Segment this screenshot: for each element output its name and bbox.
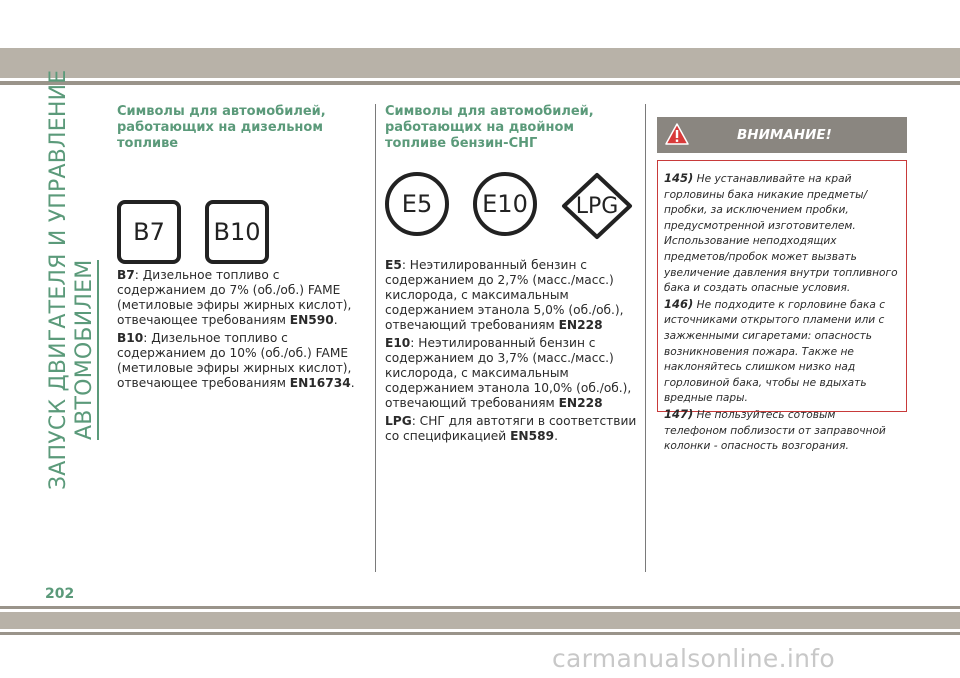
diesel-heading: Символы для автомобилей, работающих на дизельном топливе	[117, 104, 326, 151]
b10-symbol-icon: B10	[205, 200, 269, 264]
standard-code: EN228	[558, 318, 603, 332]
standard-code: EN228	[558, 396, 603, 410]
lpg-symbol-icon	[561, 172, 633, 240]
fuel-code: E5	[385, 258, 402, 272]
note-number: 147)	[664, 406, 694, 421]
lpg-description	[385, 414, 637, 444]
b10-description	[117, 331, 367, 391]
bottom-band-line	[0, 606, 960, 609]
bifuel-heading: Символы для автомобилей, работающих на двойном топливе бензин-СНГ	[385, 104, 594, 151]
standard-code: EN16734	[289, 376, 351, 390]
warning-title: ВНИМАНИЕ!	[737, 127, 832, 143]
side-title-line1: ЗАПУСК ДВИГАТЕЛЯ И УПРАВЛЕНИЕ	[46, 69, 71, 490]
top-band	[0, 48, 960, 78]
note-text: Не подходите к горловине бака с источниками открытого пламени или с зажженными сигаретами: опасность возникновения пожара. Также не наклоняйтесь слишком низко над горловиной бака, чтобы не вдыхать вредные пары.	[664, 298, 886, 405]
fuel-text: : СНГ для автотяги в соответствии со спецификацией	[385, 414, 637, 443]
note-number: 146)	[664, 296, 694, 311]
fuel-code: B7	[117, 268, 135, 282]
bifuel-badges	[385, 152, 637, 248]
warning-triangle-icon	[665, 123, 689, 145]
fuel-code: E10	[385, 336, 411, 350]
fuel-end: .	[333, 313, 338, 327]
fuel-end: .	[554, 429, 558, 443]
b7-description	[117, 268, 367, 328]
fuel-code: B10	[117, 331, 144, 345]
top-band-line	[0, 81, 960, 85]
fuel-code: LPG	[385, 414, 412, 428]
bottom-band	[0, 612, 960, 629]
fuel-text: : Дизельное топливо с содержанием до 10% (об./об.) FAME (метиловые эфиры жирных кислот), отвечающее требованиям	[117, 331, 352, 390]
note-number: 145)	[664, 171, 694, 185]
bottom-band-line-2	[0, 632, 960, 635]
warning-note	[664, 407, 900, 455]
column-divider	[645, 104, 646, 572]
page-number: 202	[45, 586, 75, 602]
fuel-text: : Неэтилированный бензин с содержанием до 2,7% (масс./масс.) кислорода, с максимальным содержанием этанола 5,0% (об./об.), отвечающий требованиям	[385, 258, 624, 332]
fuel-end: .	[350, 376, 355, 390]
warning-note	[664, 297, 900, 407]
section-side-title	[46, 69, 106, 490]
b7-symbol-icon: B7	[117, 200, 181, 264]
watermark: carmanualsonline.info	[552, 644, 835, 673]
diesel-badges	[117, 152, 367, 244]
bifuel-column	[385, 104, 637, 447]
note-text: Не устанавливайте на край горловины бака никакие предметы/пробки, за исключением пробки, предусмотренной изготовителем. Использование неподходящих предметов/пробок может вызвать увеличение давления внутри топливного бака и создать опасные условия.	[664, 173, 898, 295]
side-title-line2: АВТОМОБИЛЕМ	[72, 259, 97, 440]
warning-note	[664, 171, 900, 297]
standard-code: EN590	[289, 313, 334, 327]
column-divider	[375, 104, 376, 572]
warning-header	[657, 117, 907, 153]
e10-description	[385, 336, 637, 411]
e5-symbol-icon: E5	[385, 172, 449, 236]
e10-symbol-icon: E10	[473, 172, 537, 236]
diesel-column	[117, 104, 367, 394]
e5-description	[385, 258, 637, 333]
fuel-text: : Неэтилированный бензин с содержанием до 3,7% (масс./масс.) кислорода, с максимальным содержанием этанола 10,0% (об./об.), отвечающий требованиям	[385, 336, 632, 410]
fuel-text: : Дизельное топливо с содержанием до 7% (об./об.) FAME (метиловые эфиры жирных кислот), отвечающее требованиям	[117, 268, 352, 327]
warning-box	[657, 160, 907, 453]
lpg-symbol-label: LPG	[575, 193, 619, 219]
note-text: Не пользуйтесь сотовым телефоном поблизости от заправочной колонки - опасность возгорания.	[664, 408, 886, 453]
standard-code: EN589	[510, 429, 555, 443]
